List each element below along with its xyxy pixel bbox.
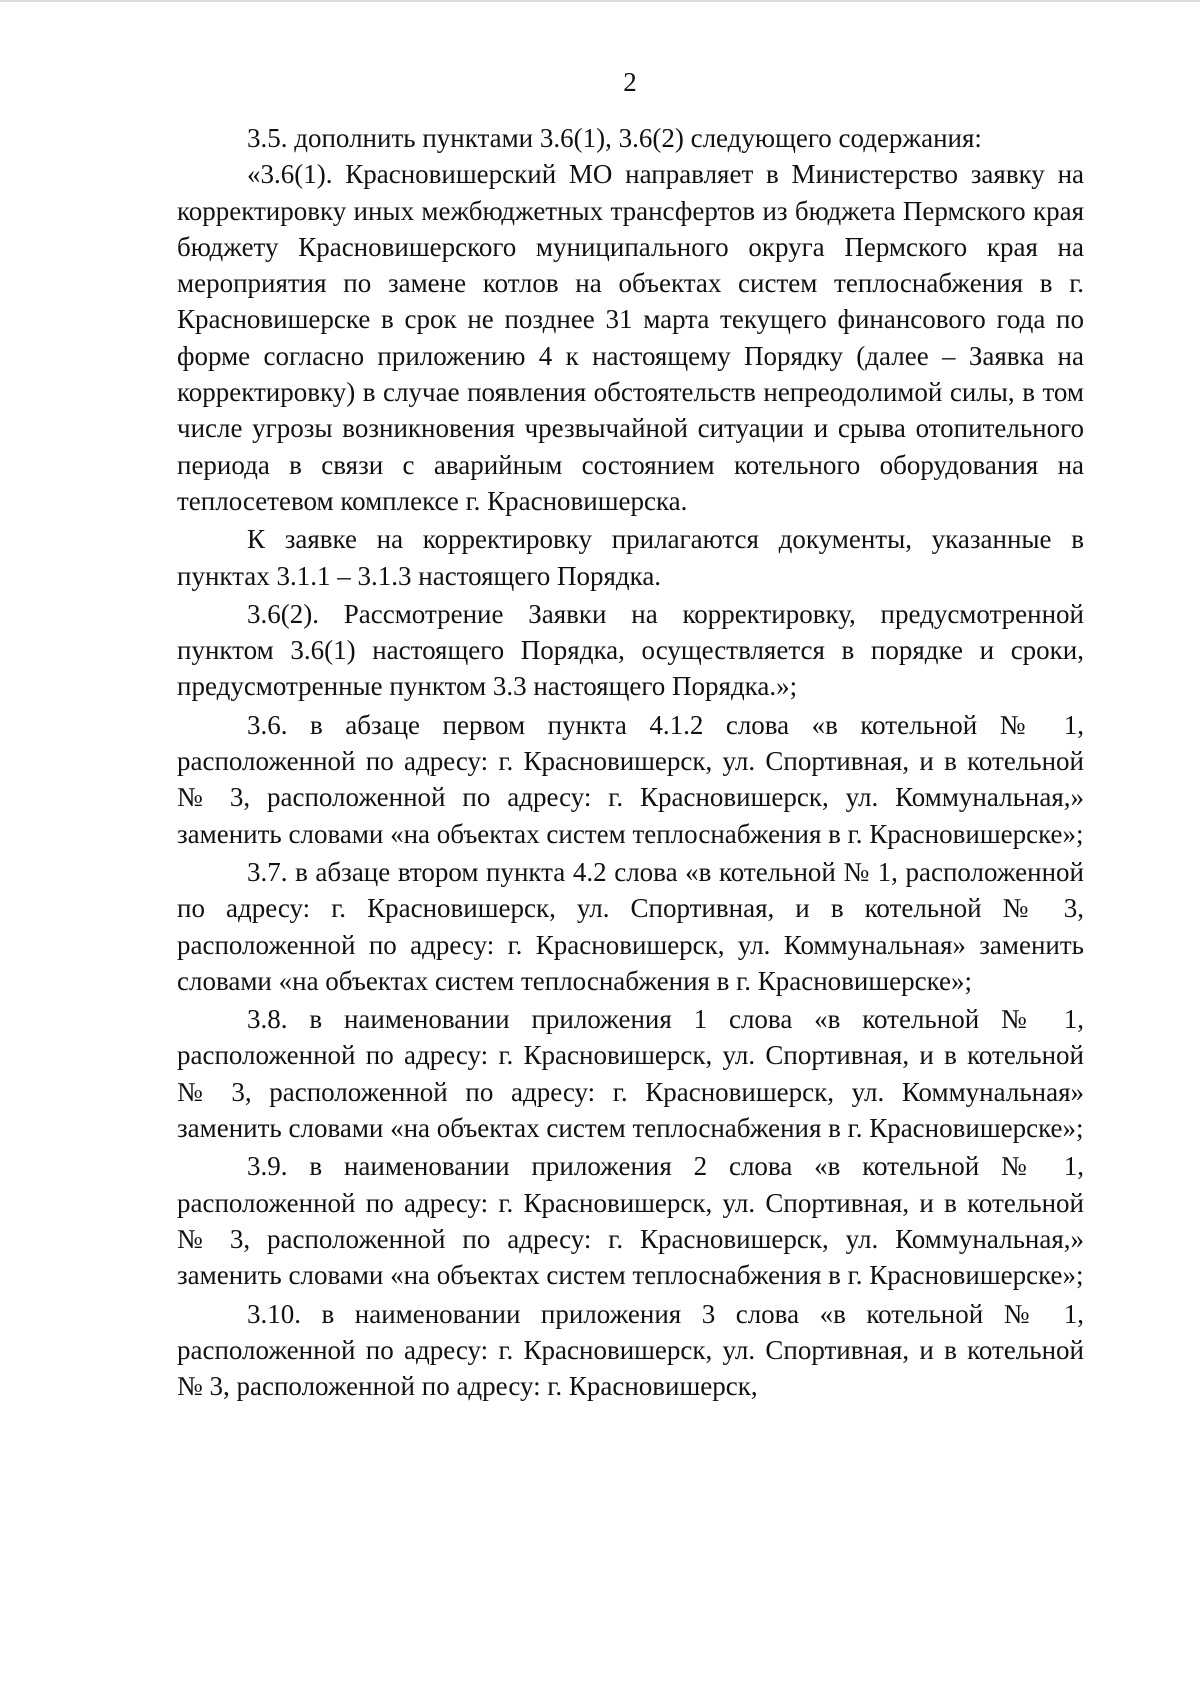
paragraph-3-6-2: 3.6(2). Рассмотрение Заявки на корректировку, предусмотренной пунктом 3.6(1) настоящего Порядка, осуществляется в порядке и сроки, предусмотренные пунктом 3.3 настоящего Порядка.»; [177,598,1084,702]
page-number: 2 [623,67,637,97]
paragraph-3-10: 3.10. в наименовании приложения 3 слова «в котельной № 1, расположенной по адресу: г. Красновишерск, ул. Спортивная, и в котельной № 3, расположенной по адресу: г. Красновишерск, [177,1298,1084,1402]
document-body [177,120,1084,1404]
paragraph-3-6: 3.6. в абзаце первом пункта 4.1.2 слова «в котельной № 1, расположенной по адресу: г. Красновишерск, ул. Спортивная, и в котельной № 3, расположенной по адресу: г. Красновишерск, ул. Коммунальная,» заменить словами «на объектах систем теплоснабжения в г. Красновишерске»; [177,709,1084,849]
paragraph-3-6-1: «3.6(1). Красновишерский МО направляет в Министерство заявку на корректировку иных межбюджетных трансфертов из бюджета Пермского края бюджету Красновишерского муниципального округа Пермского края на мероприятия по замене котлов на объектах систем теплоснабжения в г. Красновишерске в срок не позднее 31 марта текущего финансового года по форме согласно приложению 4 к настоящему Порядку (далее – Заявка на корректировку) в случае появления обстоятельств непреодолимой силы, в том числе угрозы возникновения чрезвычайной ситуации и срыва отопительного периода в связи с аварийным состоянием котельного оборудования на теплосетевом комплексе г. Красновишерска. [177,159,1084,516]
paragraph-3-9: 3.9. в наименовании приложения 2 слова «в котельной № 1, расположенной по адресу: г. Красновишерск, ул. Спортивная, и в котельной № 3, расположенной по адресу: г. Красновишерск, ул. Коммунальная,» заменить словами «на объектах систем теплоснабжения в г. Красновишерске»; [177,1151,1084,1291]
paragraph-attachments: К заявке на корректировку прилагаются документы, указанные в пунктах 3.1.1 – 3.1.3 настоящего Порядка. [177,524,1084,591]
paragraph-3-7: 3.7. в абзаце втором пункта 4.2 слова «в котельной № 1, расположенной по адресу: г. Красновишерск, ул. Спортивная, и в котельной № 3, расположенной по адресу: г. Красновишерск, ул. Коммунальная» заменить словами «на объектах систем теплоснабжения в г. Красновишерске»; [177,856,1084,996]
scan-edge [0,0,1200,2]
paragraph-3-5: 3.5. дополнить пунктами 3.6(1), 3.6(2) следующего содержания: [247,123,982,153]
paragraph-3-8: 3.8. в наименовании приложения 1 слова «в котельной № 1, расположенной по адресу: г. Красновишерск, ул. Спортивная, и в котельной № 3, расположенной по адресу: г. Красновишерск, ул. Коммунальная» заменить словами «на объектах систем теплоснабжения в г. Красновишерске»; [177,1004,1084,1144]
